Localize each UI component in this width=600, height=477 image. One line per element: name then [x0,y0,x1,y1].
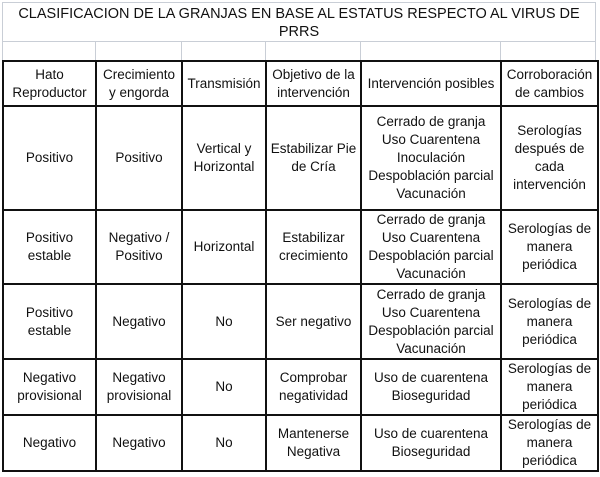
cell-line: Transmisión [187,75,261,91]
cell-corroboracion [501,415,598,471]
cell-line: periódica [522,453,577,468]
cell-line: manera [526,435,573,450]
header-hato-reproductor [3,61,96,106]
cell-line: Positivo [115,150,163,165]
cell-intervencion [361,106,501,210]
cell-line: Horizontal [193,159,255,174]
cell-hato-reproductor [3,359,96,415]
table-row [3,106,598,210]
cell-objetivo [266,359,361,415]
cell-line: cada [534,159,565,174]
cell-line: Ser negativo [275,313,352,329]
cell-line: Bioseguridad [391,388,471,403]
cell-line: manera [526,239,573,254]
cell-line: Horizontal [193,239,255,254]
cell-line: Negativa [286,444,341,459]
cell-line: Positivo [25,304,74,320]
cell-objetivo [266,284,361,359]
cell-line: intervención [277,84,350,100]
cell-objetivo [266,210,361,284]
cell-crecimiento-engorda [96,210,182,284]
cell-line: Hato [35,66,64,82]
cell-line: Reproductor [12,84,87,100]
cell-line: Vacunación [396,266,466,281]
cell-line: estable [27,248,72,263]
cell-line: Negativo [112,313,166,329]
header-crecimiento-engorda [96,61,182,106]
spacer-divider [360,42,361,60]
header-row [3,61,598,106]
cell-crecimiento-engorda [96,359,182,415]
cell-corroboracion [501,210,598,284]
cell-line: Uso de cuarentena [373,370,489,385]
spacer-divider [181,42,182,60]
cell-line: periódica [522,331,577,347]
table-row [3,359,598,415]
cell-line: Cerrado de granja [376,286,486,302]
cell-hato-reproductor [3,210,96,284]
cell-hato-reproductor [3,284,96,359]
cell-line: Positivo [25,230,74,245]
cell-intervencion [361,359,501,415]
cell-line: Vacunación [396,340,466,356]
spacer-divider [500,42,501,60]
cell-intervencion [361,284,501,359]
cell-line: No [215,379,233,394]
cell-corroboracion [501,284,598,359]
cell-line: Negativo / [108,230,170,245]
spacer-divider [95,42,96,60]
cell-line: provisional [106,388,172,403]
header-intervencion [361,61,501,106]
cell-line: manera [526,379,573,394]
cell-line: Negativo [22,370,77,385]
header-objetivo [266,61,361,106]
cell-line: Crecimiento [102,66,176,82]
cell-crecimiento-engorda [96,106,182,210]
table-title: CLASIFICACION DE LA GRANJAS EN BASE AL ESTATUS RESPECTO AL VIRUS DE PRRS [2,2,596,42]
cell-line: Inoculación [396,150,466,165]
cell-line: manera [526,313,573,329]
cell-line: Negativo [22,435,77,450]
cell-line: Serologías de [507,417,592,432]
cell-line: Despoblación parcial [368,322,494,338]
cell-line: Estabilizar Pie [270,141,357,156]
cell-line: Negativo [112,370,166,385]
table-row [3,415,598,471]
cell-transmision [182,284,266,359]
cell-line: Corroboración [506,66,593,82]
cell-line: después de [514,141,585,156]
cell-line: Uso Cuarentena [381,230,481,245]
cell-intervencion [361,210,501,284]
cell-line: Cerrado de granja [376,212,486,227]
cell-line: Cerrado de granja [376,114,486,129]
spacer-divider [265,42,266,60]
cell-intervencion [361,415,501,471]
cell-line: intervención [513,177,586,192]
table-row [3,210,598,284]
cell-line: Despoblación parcial [368,248,494,263]
cell-corroboracion [501,359,598,415]
cell-line: de cambios [514,84,585,100]
cell-line: Objetivo de la [272,66,355,82]
cell-line: Uso Cuarentena [381,304,481,320]
header-transmision [182,61,266,106]
cell-line: No [215,313,233,329]
cell-line: Serologías de [507,295,592,311]
cell-line: negatividad [278,388,349,403]
cell-corroboracion [501,106,598,210]
cell-line: Serologías de [507,361,592,376]
cell-line: de Cría [291,159,336,174]
cell-line: Vacunación [396,186,466,201]
header-corroboracion [501,61,598,106]
table-row [3,284,598,359]
cell-line: estable [27,322,72,338]
prrs-classification-table [2,60,599,472]
cell-crecimiento-engorda [96,284,182,359]
cell-line: Positivo [115,248,163,263]
cell-line: Positivo [25,150,74,165]
cell-line: Estabilizar [282,230,345,245]
cell-hato-reproductor [3,415,96,471]
cell-line: Uso de cuarentena [373,426,489,441]
cell-objetivo [266,106,361,210]
cell-line: Serologías [517,123,582,138]
cell-line: crecimiento [278,248,349,263]
cell-line: Serologías de [507,221,592,236]
cell-line: Vertical y [196,141,252,156]
cell-transmision [182,359,266,415]
cell-line: Intervención posibles [367,75,495,91]
empty-spacer-row [2,42,596,60]
cell-transmision [182,415,266,471]
cell-objetivo [266,415,361,471]
cell-line: provisional [17,388,82,403]
cell-line: Despoblación parcial [368,168,494,183]
cell-line: Bioseguridad [391,444,471,459]
cell-hato-reproductor [3,106,96,210]
cell-line: Comprobar [279,370,348,385]
cell-line: No [215,435,233,450]
cell-line: Mantenerse [277,426,350,441]
cell-line: periódica [522,257,577,272]
cell-line: Negativo [112,435,166,450]
cell-transmision [182,210,266,284]
cell-line: Uso Cuarentena [381,132,481,147]
cell-line: y engorda [108,84,170,100]
cell-crecimiento-engorda [96,415,182,471]
cell-line: periódica [522,397,577,412]
cell-transmision [182,106,266,210]
